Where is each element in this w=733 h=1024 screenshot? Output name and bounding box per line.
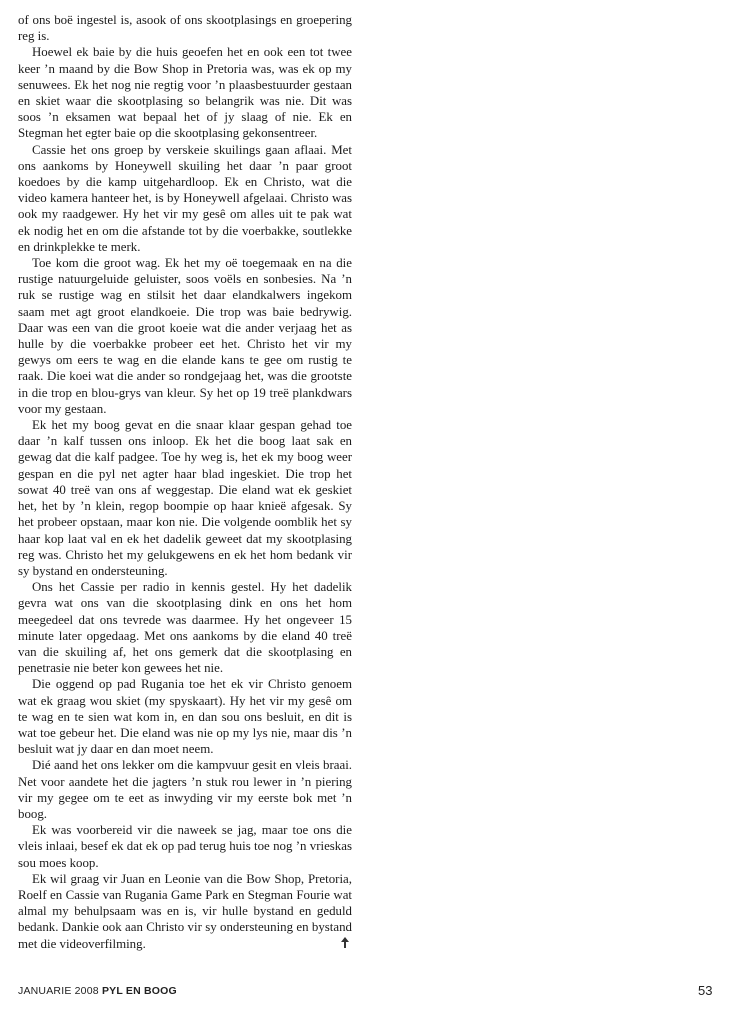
paragraph-8: Dié aand het ons lekker om die kampvuur gesit en vleis braai. Net voor aandete het die jagters ’n stuk rou lewer in ’n piering vir my gegee om te eet as inwyding vir my eerste bok met ’n boog.: [18, 758, 352, 821]
paragraph-5: Ek het my boog gevat en die snaar klaar gespan gehad toe daar ’n kalf tussen ons inloop. Ek het die boog laat sak en gewag dat die kalf padgee. Toe hy weg is, het ek my boog weer gespan en die pyl net agter haar blad ingeskiet. Die trop het sowat 40 treë van ons af weggestap. Die eland wat ek geskiet het, het by ’n klein, regop boompie op haar knieë afgesak. Sy het probeer opstaan, maar kon nie. Die volgende oomblik het sy haar kop laat val en ek het dadelik geweet dat my skootplasing reg was. Christo het my gelukgewens en ek het hom bedank vir sy bystand en ondersteuning.: [18, 418, 352, 578]
footer-publication-name: PYL EN BOOG: [101, 985, 177, 997]
paragraph-6: Ons het Cassie per radio in kennis gestel. Hy het dadelik gevra wat ons van die skootplasing dink en ons het hom meegedeel dat ons tevrede was daarmee. Hy het ongeveer 15 minute later opgedaag. Met ons aankoms by die eland 40 treë van die skuiling af, het ons gemerk dat die skootplasing en penetrasie nie beter kon gewees het nie.: [18, 580, 352, 676]
footer-issue-date: JANUARIE 2008: [18, 985, 99, 997]
footer-issue-line: [18, 985, 177, 997]
paragraph-3: Cassie het ons groep by verskeie skuilings gaan aflaai. Met ons aankoms by Honeywell skuiling het daar ’n paar groot koedoes by die kamp uitgehardloop. Ek en Christo, wat die video kamera hanteer het, is by Honeywell afgelaai. Christo was ook my raadgewer. Hy het vir my gesê om alles uit te pak wat ek nodig het en om die afstande tot by die voerbakke, soutlekke en drinkplekke te merk.: [18, 142, 352, 254]
paragraph-2: Hoewel ek baie by die huis geoefen het en ook een tot twee keer ’n maand by die Bow Shop in Pretoria was, was ek op my senuwees. Ek het nog nie regtig voor ’n plaasbestuurder gestaan en skiet waar die skootplasing so belangrik was nie. Dit was soos ’n eksamen wat bepaal het of jy slaag of nie. Ek en Stegman het egter baie op die skootplasing gekonsentreer.: [18, 45, 352, 141]
paragraph-10: Ek wil graag vir Juan en Leonie van die Bow Shop, Pretoria, Roelf en Cassie van Rugania Game Park en Stegman Fourie wat almal my behulpsaam was en is, vir hulle bystand en geduld bedank. Dankie ook aan Christo vir sy ondersteuning en bystand met die videoverfilming.: [18, 871, 352, 951]
paragraph-7: Die oggend op pad Rugania toe het ek vir Christo genoem wat ek graag wou skiet (my spyskaart). Hy het vir my gesê om te wag en te sien wat kom in, en dan sou ons besluit, en dit is wat toe gebeur het. Die eland was nie op my lys nie, maar dis ’n besluit wat jy daar en dan moet neem.: [18, 677, 352, 757]
paragraph-1: of ons boë ingestel is, asook of ons skootplasings en groepering reg is.: [18, 13, 352, 44]
arrowhead-end-mark-icon: [340, 937, 350, 949]
paragraph-4: Toe kom die groot wag. Ek het my oë toegemaak en na die rustige natuurgeluide geluister, soos voëls en sonbesies. Na ’n ruk se rustige wag en stilsit het daar elandkalwers ingekom saam met agt groot elandkoeie. Die trop was baie bedrywig. Daar was een van die groot koeie wat die ander verjaag het as hulle by die voerbakke probeer eet het. Christo het vir my gewys om eers te wag en die elande kans te gee om rustig te raak. Die koei wat die ander so rondgejaag het, was die grootste in die trop en blou-grys van kleur. Sy het op 19 treë plankdwars voor my gestaan.: [18, 256, 352, 416]
page-number: 53: [698, 983, 713, 998]
paragraph-9: Ek was voorbereid vir die naweek se jag, maar toe ons die vleis inlaai, besef ek dat ek op pad terug huis toe nog ’n vrieskas sou moes koop.: [18, 823, 352, 870]
article-column: [18, 12, 352, 952]
